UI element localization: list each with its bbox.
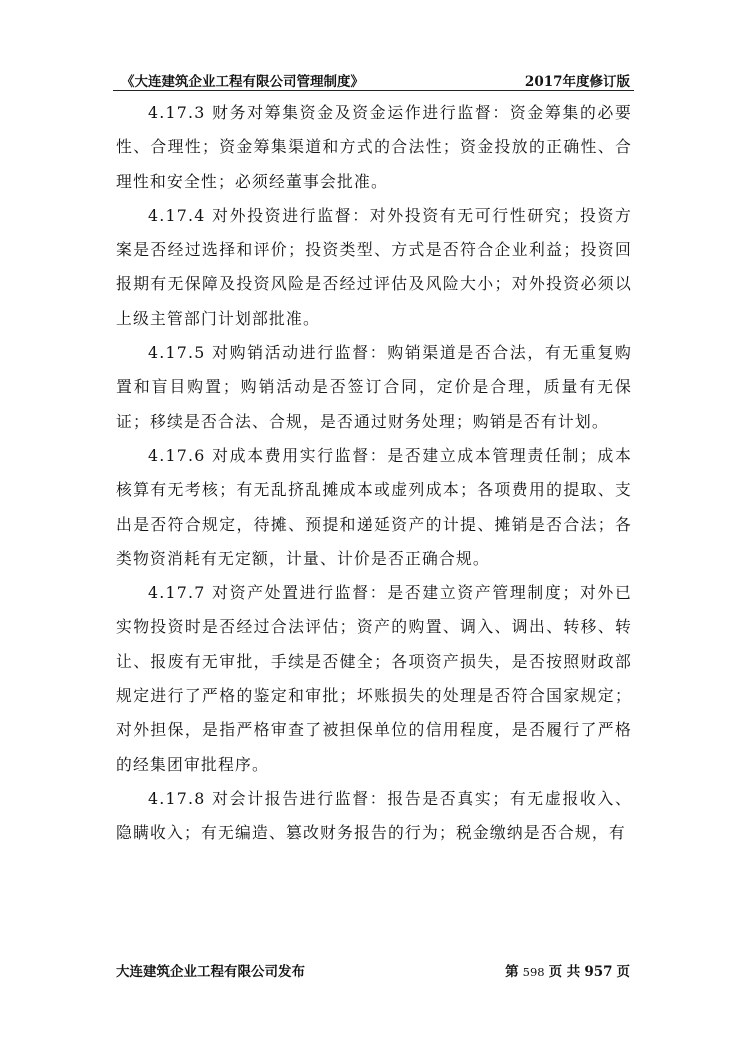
paragraph-4-17-8: 4.17.8 对会计报告进行监督：报告是否真实；有无虚报收入、隐瞒收入；有无编造、篡改财务报告的行为；税金缴纳是否合规，有 xyxy=(116,788,632,843)
paragraph-4-17-3: 4.17.3 财务对筹集资金及资金运作进行监督：资金筹集的必要性、合理性；资金筹集渠道和方式的合法性；资金投放的正确性、合理性和安全性；必须经董事会批准。 xyxy=(116,103,632,191)
page-header xyxy=(113,68,634,91)
page-number xyxy=(505,960,630,980)
page-footer xyxy=(116,960,632,982)
current-page-number: 598 xyxy=(522,965,545,979)
document-title: 《大连建筑企业工程有限公司管理制度》 xyxy=(121,74,364,90)
page-suffix: 页 xyxy=(616,964,630,980)
document-edition: 2017年度修订版 xyxy=(524,74,630,90)
paragraph-4-17-4: 4.17.4 对外投资进行监督：对外投资有无可行性研究；投资方案是否经过选择和评价；投资类型、方式是否符合企业利益；投资回报期有无保障及投资风险是否经过评估及风险大小；对外投资必须以上级主管部门计划部批准。 xyxy=(116,205,632,328)
page-prefix: 第 xyxy=(505,964,519,980)
page-middle: 页 共 xyxy=(548,964,581,980)
paragraph-4-17-5: 4.17.5 对购销活动进行监督：购销渠道是否合法，有无重复购置和盲目购置；购销活动是否签订合同，定价是合理，质量有无保证；移续是否合法、合规，是否通过财务处理；购销是否有计划。 xyxy=(116,343,632,431)
document-body xyxy=(116,96,632,851)
total-page-number: 957 xyxy=(584,964,613,980)
footer-publisher: 大连建筑企业工程有限公司发布 xyxy=(116,964,305,980)
paragraph-4-17-6: 4.17.6 对成本费用实行监督：是否建立成本管理责任制；成本核算有无考核；有无乱挤乱摊成本或虚列成本；各项费用的提取、支出是否符合规定，待摊、预提和递延资产的计提、摊销是否合法；各类物资消耗有无定额，计量、计价是否正确合规。 xyxy=(116,445,632,568)
paragraph-4-17-7: 4.17.7 对资产处置进行监督：是否建立资产管理制度；对外已实物投资时是否经过合法评估；资产的购置、调入、调出、转移、转让、报废有无审批，手续是否健全；各项资产损失，是否按照财政部规定进行了严格的鉴定和审批；坏账损失的处理是否符合国家规定；对外担保，是指严格审查了被担保单位的信用程度，是否履行了严格的经集团审批程序。 xyxy=(116,583,632,774)
